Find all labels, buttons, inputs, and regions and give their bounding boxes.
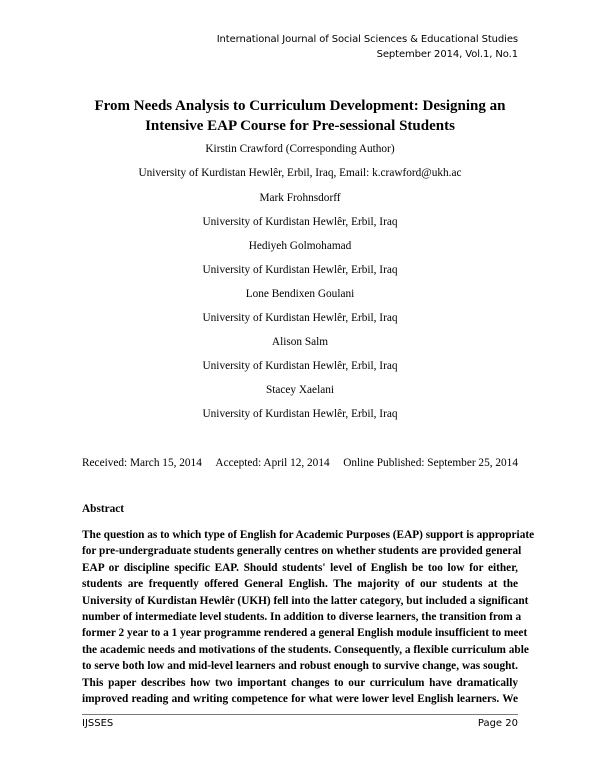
abstract-line: the academic needs and motivations of the students. Consequently, a flexible curriculum able (82, 643, 529, 656)
footer-divider (82, 714, 518, 715)
abstract-line: The question as to which type of English for Academic Purposes (EAP) support is appropriate (82, 529, 535, 541)
abstract-line: This paper describes how two important changes to our curriculum have dramatically (82, 676, 518, 689)
abstract-line: students are frequently offered General English. The majority of our students at the (82, 578, 518, 591)
page-number: Page 20 (477, 718, 518, 729)
abstract-line: for pre-undergraduate students generally centres on whether students are provided general (82, 545, 522, 558)
author-name: Mark Frohnsdorff (259, 192, 341, 204)
abstract-line: EAP or discipline specific EAP. Should students' level of English be too low for either, (82, 561, 518, 574)
paper-title-line-2: Intensive EAP Course for Pre-sessional Students (145, 118, 455, 134)
abstract-line: number of intermediate level students. In addition to diverse learners, the transition from a (82, 611, 522, 624)
author-name: Stacey Xaelani (265, 384, 335, 396)
abstract-line: University of Kurdistan Hewlêr (UKH) fell into the latter category, but included a significant (82, 594, 529, 607)
received-date: Received: March 15, 2014 (82, 457, 202, 469)
running-header-issue: September 2014, Vol.1, No.1 (376, 49, 518, 60)
abstract-heading: Abstract (82, 503, 125, 515)
author-affiliation: University of Kurdistan Hewlêr, Erbil, Iraq (202, 360, 398, 372)
paper-title (80, 96, 520, 136)
author-name: Hediyeh Golmohamad (248, 240, 352, 252)
abstract-line: to serve both low and mid-level learners and robust enough to survive change, was sought. (82, 660, 518, 673)
author-name: Alison Salm (271, 336, 329, 348)
author-affiliation: University of Kurdistan Hewlêr, Erbil, Iraq (202, 264, 398, 276)
author-affiliation: University of Kurdistan Hewlêr, Erbil, Iraq (202, 216, 398, 228)
running-header-journal: International Journal of Social Sciences & Educational Studies (216, 34, 518, 45)
abstract-line: improved reading and writing competence for what were lower level English learners. We (82, 693, 518, 706)
accepted-date: Accepted: April 12, 2014 (215, 457, 330, 469)
author-name: Kirstin Crawford (Corresponding Author) (205, 143, 395, 155)
author-name: Lone Bendixen Goulani (245, 288, 355, 300)
author-affiliation: University of Kurdistan Hewlêr, Erbil, Iraq, Email: k.crawford@ukh.ac (138, 167, 462, 179)
author-affiliation: University of Kurdistan Hewlêr, Erbil, Iraq (202, 312, 398, 324)
paper-title-line-1: From Needs Analysis to Curriculum Development: Designing an (94, 98, 506, 114)
footer-journal-abbr: IJSSES (82, 718, 114, 729)
published-date: Online Published: September 25, 2014 (343, 457, 518, 469)
abstract-line: former 2 year to a 1 year programme rendered a general English module insufficient to meet (82, 627, 528, 640)
author-affiliation: University of Kurdistan Hewlêr, Erbil, Iraq (202, 408, 398, 420)
abstract-body (82, 527, 535, 707)
publication-dates (82, 457, 518, 469)
